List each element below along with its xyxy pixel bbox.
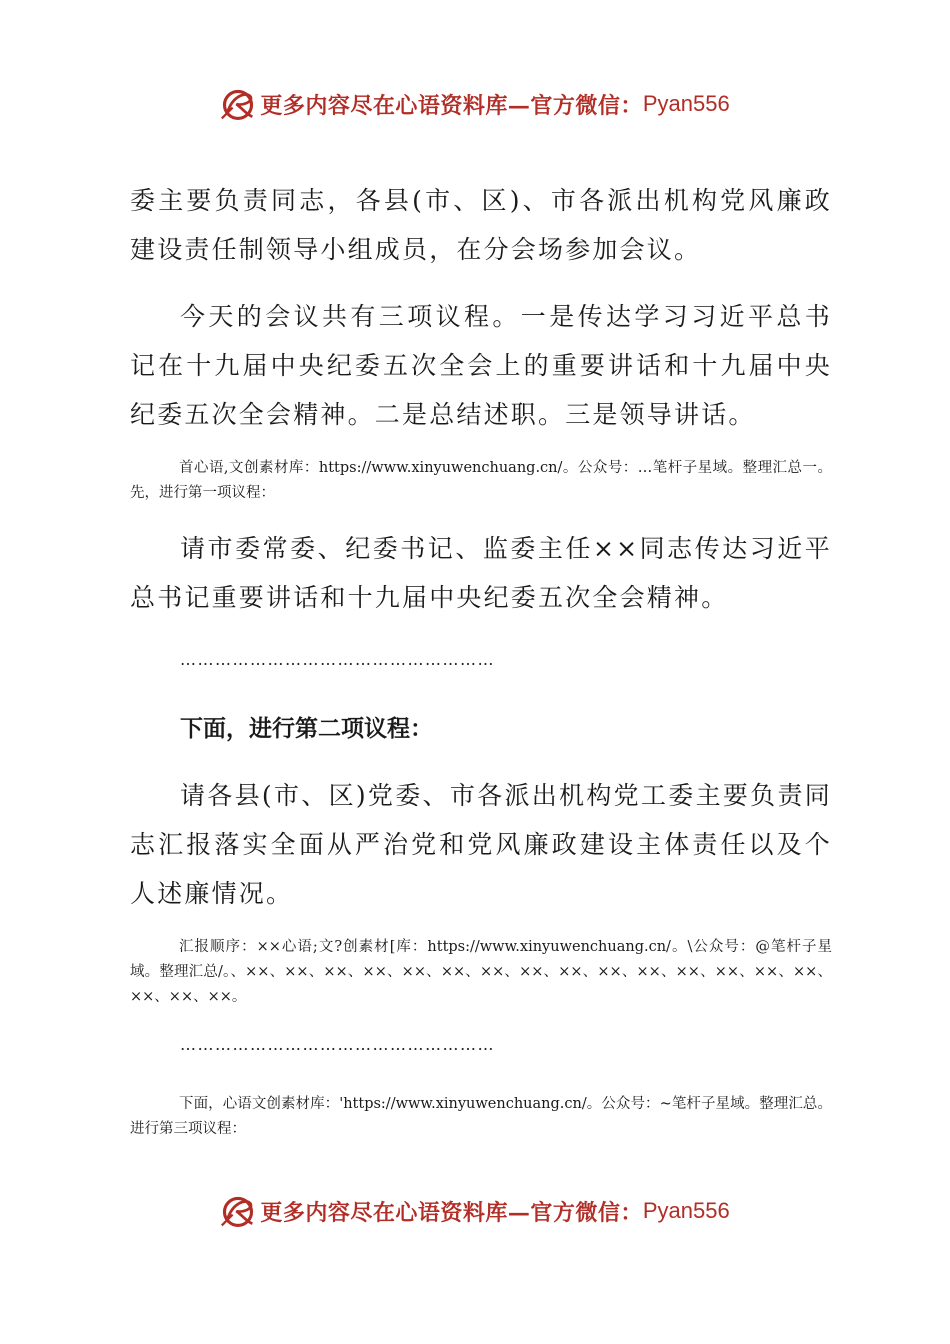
paragraph-attendees: 委主要负责同志，各县(市、区)、市各派出机构党风廉政建设责任制领导小组成员，在分会场参加会议。 — [130, 186, 832, 264]
cursive-logo-icon — [220, 1193, 256, 1229]
banner-wechat-id: Pyan556 — [642, 1198, 730, 1223]
cursive-logo-icon — [220, 86, 256, 122]
banner-title: 更多内容尽在心语资料库—官方微信： — [260, 92, 643, 119]
paragraph-second-item: 请各县(市、区)党委、市各派出机构党工委主要负责同志汇报落实全面从严治党和党风廉政建设主体责任以及个人述廉情况。 — [130, 781, 832, 908]
note-first-item: 首心语,文创素材库：https://www.xinyuwenchuang.cn/。公众号：…笔杆子星域。整理汇总一。先，进行第一项议程： — [130, 460, 832, 501]
banner-title: 更多内容尽在心语资料库—官方微信： — [260, 1199, 643, 1226]
note-report-order: 汇报顺序：××心语;文?创素材[库：https://www.xinyuwenchuang.cn/。\公众号：@笔杆子星域。整理汇总/。、××、××、××、××、××、××、××、××、××、××、××、××、××、××、××、××、××、××。 — [130, 939, 832, 1005]
banner-wechat-id: Pyan556 — [642, 91, 730, 116]
heading-second-item: 下面，进行第二项议程： — [180, 716, 433, 742]
ellipsis-divider: ……………………………………………… — [180, 1035, 495, 1054]
paragraph-first-item: 请市委常委、纪委书记、监委主任××同志传达习近平总书记重要讲话和十九届中央纪委五次全会精神。 — [130, 534, 832, 612]
note-third-item: 下面，心语文创素材库：'https://www.xinyuwenchuang.cn/。公众号：~笔杆子星域。整理汇总。进行第三项议程： — [130, 1096, 832, 1137]
footer-banner — [0, 1189, 950, 1233]
ellipsis-divider: ……………………………………………… — [180, 650, 495, 669]
paragraph-agenda: 今天的会议共有三项议程。一是传达学习习近平总书记在十九届中央纪委五次全会上的重要讲话和十九届中央纪委五次全会精神。二是总结述职。三是领导讲话。 — [130, 302, 832, 429]
header-banner — [0, 82, 950, 126]
